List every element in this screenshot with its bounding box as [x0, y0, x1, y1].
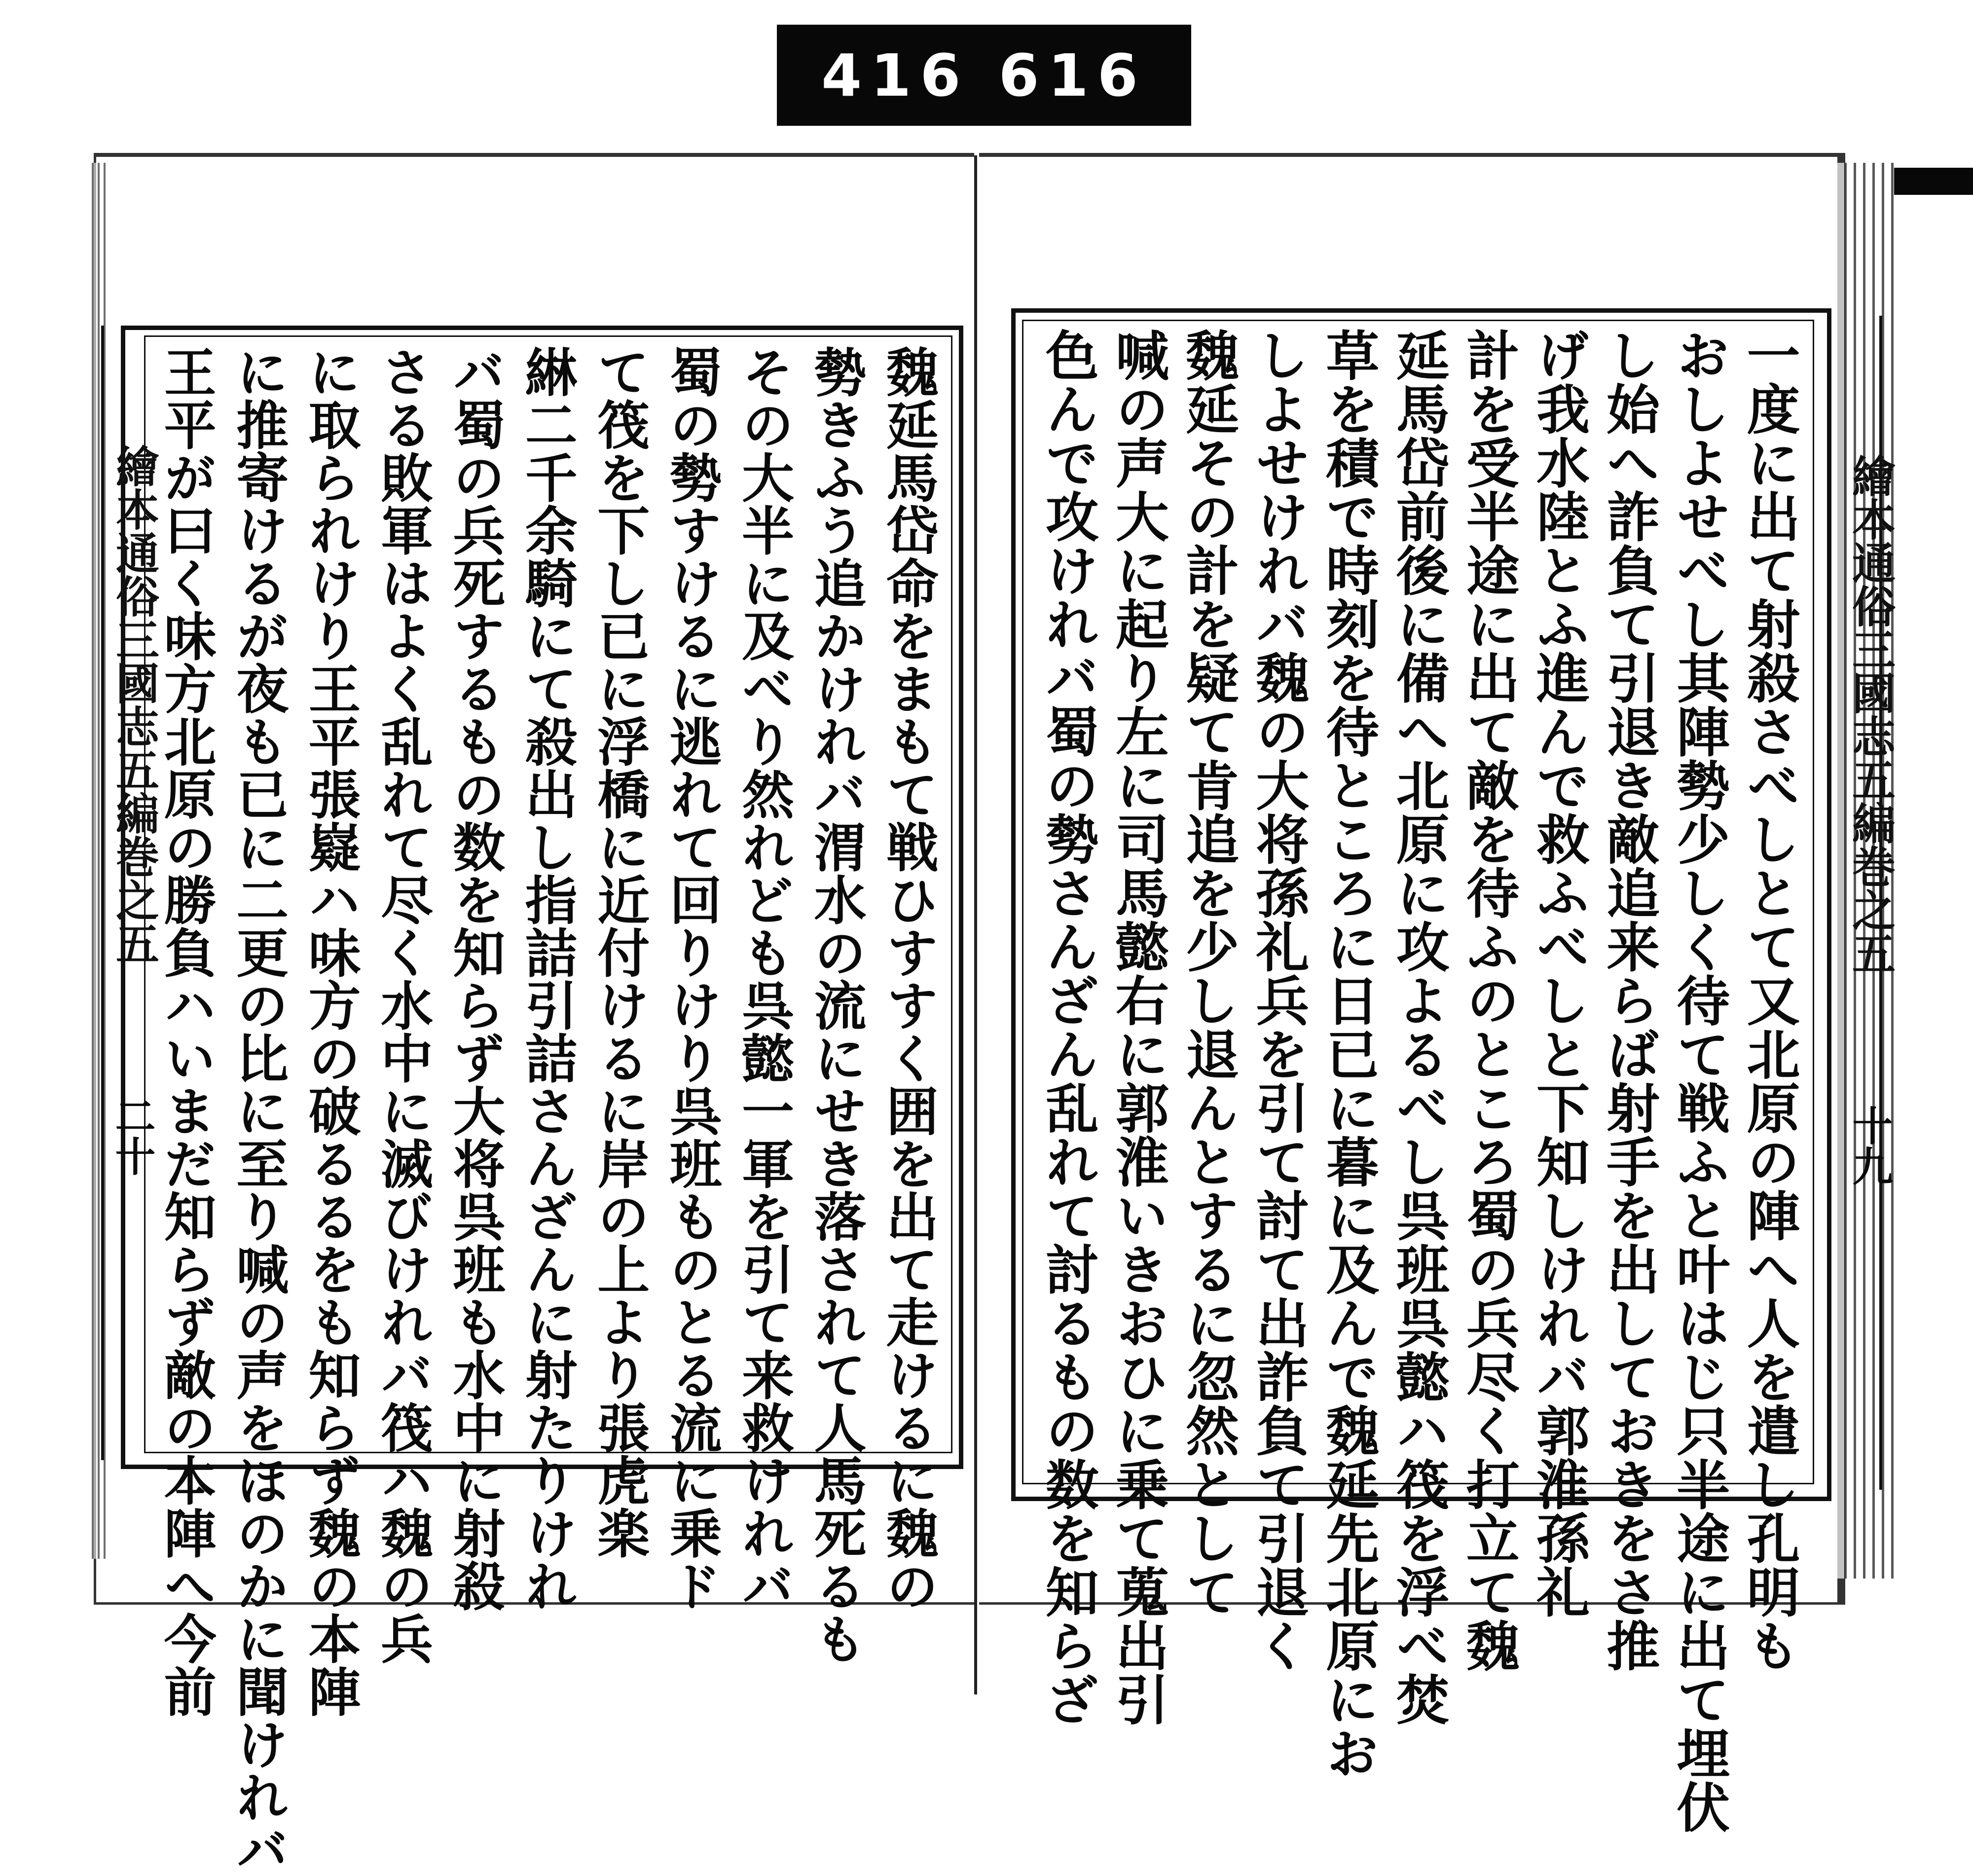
text-column: バ蜀の兵死するもの数を知らず大将呉班も水中に射殺 [444, 345, 507, 1612]
left-page-text [153, 345, 942, 1876]
left-margin-title: 繪本通俗三國志五編巻之五 [109, 444, 160, 965]
corner-bar [1894, 168, 1973, 195]
left-folio-number: 二十 [109, 1095, 156, 1176]
text-column: さる敗軍はよく乱れて尽く水中に滅びけれバ筏ハ魏の兵 [372, 345, 434, 1665]
text-column: 王平が曰く味方北原の勝負ハいまだ知らず敵の本陣へ今前 [155, 345, 218, 1718]
right-folio-number: 十九 [1846, 1105, 1893, 1186]
text-column: 草を積で時刻を待ところに日已に暮に及んで魏延先北原にお [1316, 328, 1379, 1780]
text-column: しよせけれバ魏の大将孫礼兵を引て討て出詐負て引退く [1246, 328, 1309, 1672]
text-column: 喊の声大に起り左に司馬懿右に郭淮いきおひに乗て蒐出引 [1106, 328, 1169, 1726]
text-column: し始へ詐負て引退き敵追来らば射手を出しておきをさ推 [1597, 328, 1660, 1672]
microfilm-frame-label: 416 616 [777, 25, 1191, 126]
text-column: 延馬岱前後に備へ北原に攻よるべし呉班呉懿ハ筏を浮べ焚 [1387, 328, 1450, 1726]
text-column: 綝二千余騎にて殺出し指詰引詰さんざんに射たりけれ [516, 345, 579, 1612]
text-column: 色んで攻けれバ蜀の勢さんざん乱れて討るもの数を知らざ [1036, 328, 1099, 1726]
text-column: 勢きふう追かけれバ渭水の流にせき落されて人馬死るも [805, 345, 868, 1665]
book-spine [974, 155, 977, 1694]
text-column: その大半に及べり然れども呉懿一軍を引て来救けれバ [733, 345, 796, 1612]
text-column: に取られけり王平張嶷ハ味方の破るるをも知らず魏の本陣 [300, 345, 362, 1718]
right-page-text [1033, 328, 1803, 1834]
text-column: おしよせべし其陣勢少しく待て戦ふと叶はじ只半途に出て埋伏 [1667, 328, 1730, 1834]
text-column: 計を受半途に出て敵を待ふのところ蜀の兵尽く打立て魏 [1457, 328, 1520, 1672]
text-column: 魏延その計を疑て肯追を少し退んとするに忽然として [1176, 328, 1239, 1619]
text-column: 魏延馬岱命をまもて戦ひすすく囲を出て走けるに魏の [877, 345, 940, 1612]
text-column: 蜀の勢すけるに逃れて回りけり呉班ものとる流に乗ド [661, 345, 723, 1612]
text-column: に推寄けるが夜も已に二更の比に至り喊の声をほのかに聞けれバ [228, 345, 290, 1876]
text-column: て筏を下し已に浮橋に近付けるに岸の上より張虎楽 [589, 345, 651, 1559]
text-column: 一度に出て射殺さべしとて又北原の陣へ人を遣し孔明も [1737, 328, 1800, 1672]
text-column: げ我水陸とふ進んで救ふべしと下知しけれバ郭淮孫礼 [1527, 328, 1590, 1619]
right-margin-title: 繪本通俗三國志五編巻之五 [1845, 454, 1897, 975]
